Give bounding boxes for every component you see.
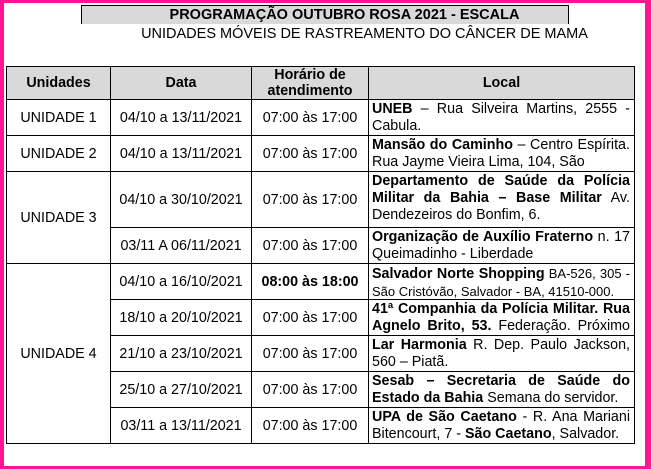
date-cell: 25/10 a 27/10/2021 [111, 372, 252, 408]
place-name: Departamento de Saúde da Polícia Militar da Bahia – Base Militar [372, 173, 630, 206]
date-cell: 04/10 a 30/10/2021 [111, 172, 252, 228]
table-row [7, 100, 635, 136]
local-cell [369, 408, 635, 444]
place-name-2: São Caetano [464, 426, 552, 442]
place-address: - R. Ana Mariani Bitencourt, 7 - [372, 409, 630, 442]
place-name: Sesab – Secretaria de Saúde do Estado da Bahia [372, 373, 630, 406]
time-cell: 07:00 às 17:00 [252, 228, 369, 264]
place-name: UNEB [372, 101, 413, 117]
place-name: Salvador Norte Shopping [372, 266, 545, 282]
table-row [7, 172, 635, 228]
place-name: Mansão do Caminho [372, 137, 513, 153]
column-header-horario: Horário de atendimento [252, 67, 369, 100]
page-subtitle: UNIDADES MÓVEIS DE RASTREAMENTO DO CÂNCER DE MAMA [141, 26, 588, 42]
place-address: – Centro Espírita. Rua Jayme Vieira Lima, 104, São [372, 137, 630, 170]
table-header-row [7, 67, 635, 100]
time-cell: 07:00 às 17:00 [252, 336, 369, 372]
local-cell [369, 336, 635, 372]
date-cell: 21/10 a 23/10/2021 [111, 336, 252, 372]
place-name: UPA de São Caetano [372, 409, 517, 425]
local-cell [369, 100, 635, 136]
place-address: – Rua Silveira Martins, 2555 - Cabula. [372, 101, 630, 134]
column-header-data: Data [111, 67, 252, 100]
local-cell [369, 264, 635, 300]
time-cell: 07:00 às 17:00 [252, 172, 369, 228]
table-row [7, 136, 635, 172]
time-cell: 07:00 às 17:00 [252, 136, 369, 172]
schedule-table [6, 66, 635, 444]
place-address: Semana do servidor. [483, 390, 619, 406]
unit-cell: UNIDADE 4 [7, 264, 111, 444]
place-address: n. 17 Queimadinho - Liberdade [372, 229, 630, 262]
time-cell: 08:00 às 18:00 [252, 264, 369, 300]
date-cell: 04/10 a 16/10/2021 [111, 264, 252, 300]
unit-cell: UNIDADE 2 [7, 136, 111, 172]
place-address: BA-526, 305 - São Cristóvão, Salvador - BA, 41510-000. [372, 266, 630, 299]
table-row [7, 264, 635, 300]
time-cell: 07:00 às 17:00 [252, 300, 369, 336]
schedule-sheet [4, 3, 645, 466]
date-cell: 03/11 a 13/11/2021 [111, 408, 252, 444]
unit-cell: UNIDADE 3 [7, 172, 111, 264]
unit-cell: UNIDADE 1 [7, 100, 111, 136]
time-cell: 07:00 às 17:00 [252, 100, 369, 136]
date-cell: 18/10 a 20/10/2021 [111, 300, 252, 336]
local-cell [369, 300, 635, 336]
time-cell: 07:00 às 17:00 [252, 408, 369, 444]
column-header-local: Local [369, 67, 635, 100]
local-cell [369, 228, 635, 264]
local-cell [369, 372, 635, 408]
place-name: 41ª Companhia da Polícia Militar. Rua Agnelo Brito, 53. [372, 301, 630, 334]
place-address: Federação. Próximo [498, 318, 630, 334]
page-title: PROGRAMAÇÃO OUTUBRO ROSA 2021 - ESCALA [81, 5, 569, 24]
column-header-unidades: Unidades [7, 67, 111, 100]
place-address: Av. Dendezeiros do Bonfim, 6. [372, 190, 630, 223]
date-cell: 04/10 a 13/11/2021 [111, 136, 252, 172]
place-address-2: , Salvador. [551, 426, 620, 442]
local-cell [369, 136, 635, 172]
time-cell: 07:00 às 17:00 [252, 372, 369, 408]
place-name: Lar Harmonia [372, 337, 467, 353]
date-cell: 04/10 a 13/11/2021 [111, 100, 252, 136]
header [4, 5, 645, 44]
date-cell: 03/11 A 06/11/2021 [111, 228, 252, 264]
local-cell [369, 172, 635, 228]
place-address: R. Dep. Paulo Jackson, 560 – Piatã. [372, 337, 630, 370]
place-name: Organização de Auxílio Fraterno [372, 229, 594, 245]
